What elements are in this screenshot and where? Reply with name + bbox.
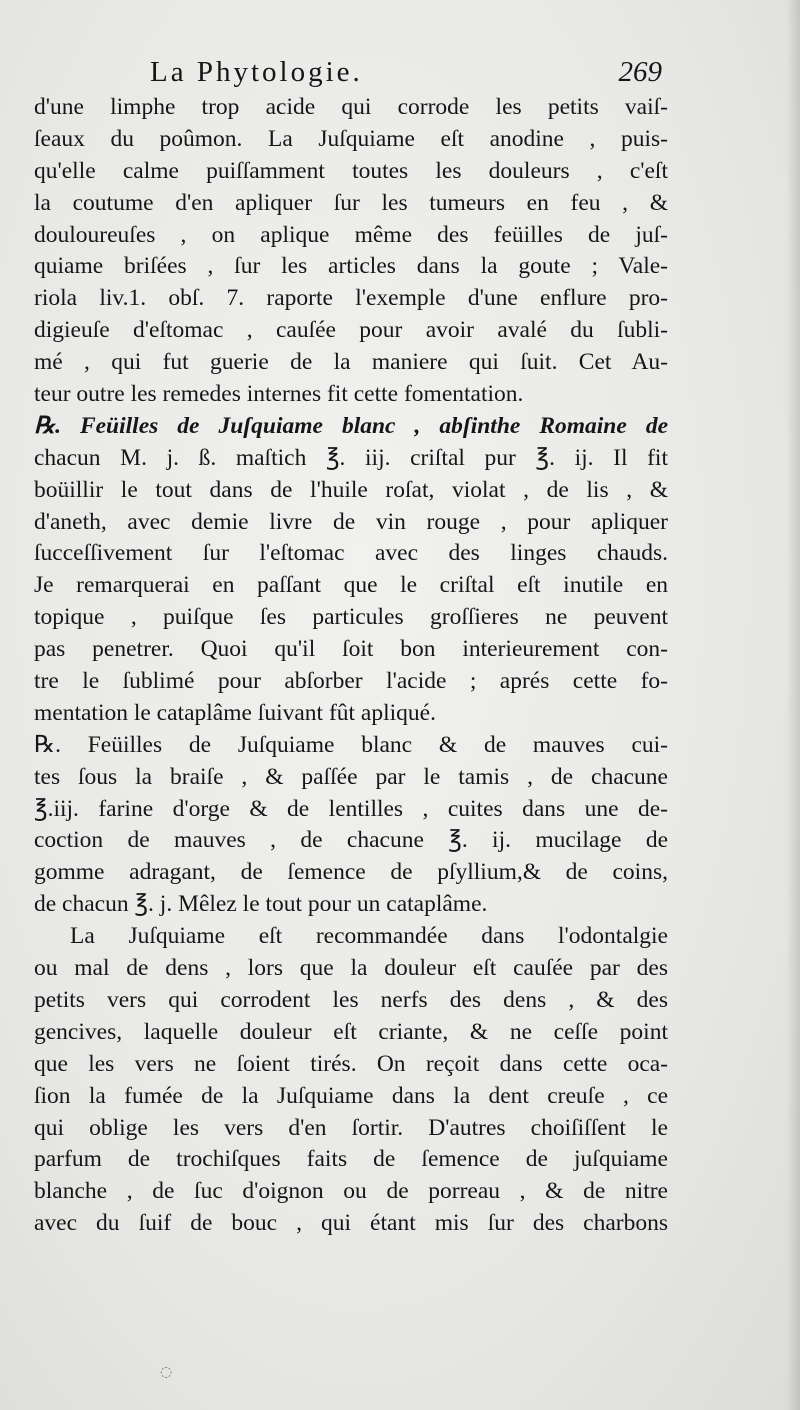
text-line: gomme adragant, de ſemence de pſyllium,& de coins, — [34, 859, 668, 886]
corner-mark: ◌ — [160, 1364, 173, 1380]
text-line: ou mal de dens , lors que la douleur eſt cauſée par des — [34, 955, 668, 982]
body-text — [34, 92, 668, 1240]
text-line: petits vers qui corrodent les nerfs des dens , & des — [34, 986, 668, 1013]
text-line: mé , qui fut guerie de la maniere qui ſuit. Cet Au- — [34, 349, 668, 376]
text-line: qu'elle calme puiſſamment toutes les douleurs , c'eſt — [34, 157, 668, 184]
text-line: quiame briſées , ſur les articles dans la goute ; Vale- — [34, 253, 668, 280]
text-line: La Juſquiame eſt recommandée dans l'odontalgie — [70, 923, 668, 950]
text-line: tre le ſublimé pour abſorber l'acide ; aprés cette fo- — [34, 668, 668, 695]
text-line: ſeaux du poûmon. La Juſquiame eſt anodine , puis- — [34, 125, 668, 152]
text-line: ℞. Feüilles de Juſquiame blanc & de mauves cui- — [34, 731, 668, 758]
text-line: que les vers ne ſoient tirés. On reçoit dans cette oca- — [34, 1050, 668, 1077]
text-line: gencives, laquelle douleur eſt criante, & ne ceſſe point — [34, 1018, 668, 1045]
text-line: Je remarquerai en paſſant que le criſtal eſt inutile en — [34, 572, 668, 599]
text-line: parfum de trochiſques faits de ſemence de juſquiame — [34, 1146, 668, 1173]
text-line: d'une limphe trop acide qui corrode les petits vaiſ- — [34, 94, 668, 120]
text-line: de chacun ℥. j. Mêlez le tout pour un cataplâme. — [34, 891, 488, 918]
text-line: avec du ſuif de bouc , qui étant mis ſur des charbons — [34, 1210, 668, 1237]
page-number: 269 — [618, 56, 662, 88]
text-line: riola liv.1. obſ. 7. raporte l'exemple d'une enflure pro- — [34, 285, 668, 312]
text-line: ſion la fumée de la Juſquiame dans la dent creuſe , ce — [34, 1082, 668, 1109]
text-line: tes ſous la braiſe , & paſſée par le tamis , de chacune — [34, 763, 668, 790]
text-line: ℥.iij. farine d'orge & de lentilles , cuites dans une de- — [34, 795, 668, 822]
text-line: douloureuſes , on aplique même des feüilles de juſ- — [34, 221, 668, 248]
text-line: digieuſe d'eſtomac , cauſée pour avoir avalé du ſubli- — [34, 317, 668, 344]
text-line: ℞. Feüilles de Juſquiame blanc , abſinthe Romaine de — [34, 412, 668, 439]
page-header — [140, 52, 660, 92]
text-line: qui oblige les vers d'en ſortir. D'autres choiſiſſent le — [34, 1114, 668, 1141]
running-head: La Phytologie. — [150, 56, 363, 88]
text-line: coction de mauves , de chacune ℥. ij. mucilage de — [34, 827, 668, 854]
text-line: topique , puiſque ſes particules groſſieres ne peuvent — [34, 604, 668, 631]
text-line: mentation le cataplâme ſuivant fût apliqué. — [34, 699, 436, 726]
text-line: ſucceſſivement ſur l'eſtomac avec des linges chauds. — [34, 540, 668, 567]
text-line: boüillir le tout dans de l'huile roſat, violat , de lis , & — [34, 476, 668, 503]
text-line: teur outre les remedes internes fit cette fomentation. — [34, 381, 524, 408]
text-line: chacun M. j. ß. maſtich ℥. iij. criſtal pur ℥. ij. Il fit — [34, 444, 668, 471]
text-line: blanche , de ſuc d'oignon ou de porreau , & de nitre — [34, 1178, 668, 1205]
text-line: la coutume d'en apliquer ſur les tumeurs en feu , & — [34, 189, 668, 216]
text-line: d'aneth, avec demie livre de vin rouge , pour apliquer — [34, 508, 668, 535]
text-line: pas penetrer. Quoi qu'il ſoit bon interieurement con- — [34, 636, 668, 663]
page-edge-shadow — [786, 0, 800, 1410]
